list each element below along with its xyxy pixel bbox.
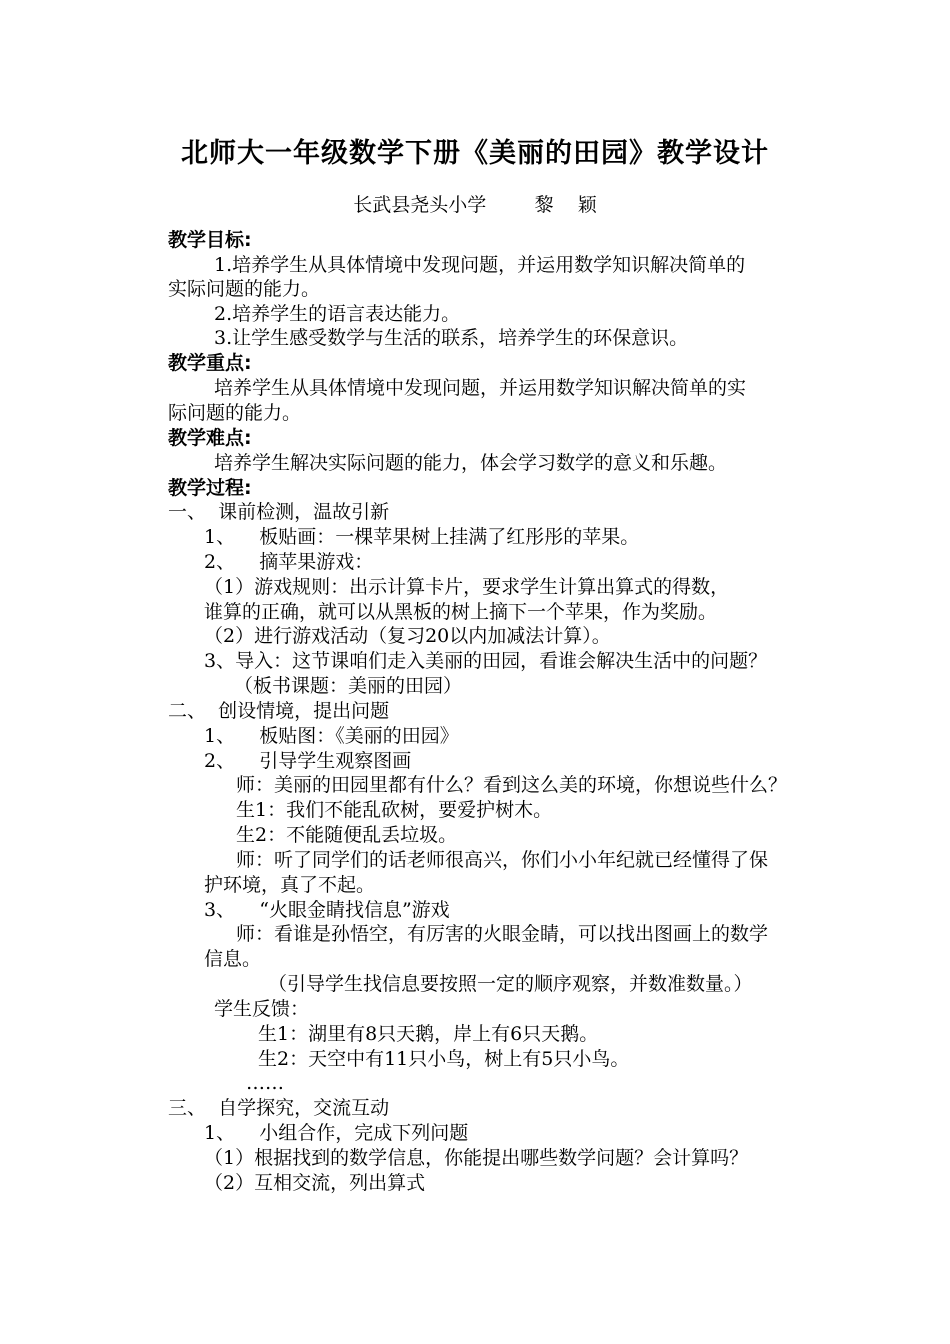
text-line: 一、 课前检测，温故引新	[168, 501, 390, 523]
text-line: （1）根据找到的数学信息，你能提出哪些数学问题？会计算吗？	[204, 1147, 749, 1169]
document-title: 北师大一年级数学下册《美丽的田园》教学设计	[181, 138, 769, 169]
text-line: 实际问题的能力。	[168, 278, 321, 300]
section-heading: 教学难点:	[168, 427, 252, 449]
text-line: 3.让学生感受数学与生活的联系，培养学生的环保意识。	[214, 327, 689, 349]
text-line: 生2：不能随便乱丢垃圾。	[236, 824, 458, 846]
text-line: （1）游戏规则：出示计算卡片，要求学生计算出算式的得数，	[204, 576, 730, 598]
text-line: 师：看谁是孙悟空，有厉害的火眼金睛，可以找出图画上的数学	[236, 923, 769, 945]
text-line: 信息。	[204, 948, 262, 970]
text-line: （2）互相交流，列出算式	[204, 1172, 426, 1194]
text-line: 护环境，真了不起。	[204, 874, 376, 896]
text-line: 生1：我们不能乱砍树，要爱护树木。	[236, 799, 553, 821]
text-line: 际问题的能力。	[168, 402, 302, 424]
text-line: 师：听了同学们的话老师很高兴，你们小小年纪就已经懂得了保	[236, 849, 769, 871]
section-heading: 教学重点:	[168, 352, 252, 374]
text-line: 生1：湖里有8只天鹅，岸上有6只天鹅。	[258, 1023, 599, 1045]
text-line: 2、 摘苹果游戏：	[204, 551, 374, 573]
text-line: 培养学生解决实际问题的能力，体会学习数学的意义和乐趣。	[214, 452, 728, 474]
text-line: 培养学生从具体情境中发现问题，并运用数学知识解决简单的实	[214, 377, 747, 399]
text-line: 1、 小组合作，完成下列问题	[204, 1122, 469, 1144]
text-line: 2、 引导学生观察图画	[204, 750, 412, 772]
text-line: 1、 板贴画：一棵苹果树上挂满了红彤彤的苹果。	[204, 526, 640, 548]
text-line: 二、 创设情境，提出问题	[168, 700, 390, 722]
text-line: 谁算的正确，就可以从黑板的树上摘下一个苹果，作为奖励。	[204, 601, 718, 623]
text-line: 3、 “火眼金睛找信息”游戏	[204, 899, 450, 921]
text-line: 1.培养学生从具体情境中发现问题，并运用数学知识解决简单的	[214, 254, 746, 276]
text-line: 师：美丽的田园里都有什么？看到这么美的环境，你想说些什么？	[236, 774, 788, 796]
text-line: （2）进行游戏活动（复习20以内加减法计算）。	[204, 625, 611, 647]
text-line: （引导学生找信息要按照一定的顺序观察，并数准数量。）	[268, 973, 753, 995]
section-heading: 教学过程:	[168, 477, 252, 499]
text-line: 1、 板贴图：《美丽的田园》	[204, 725, 459, 747]
text-line: 2.培养学生的语言表达能力。	[214, 303, 461, 325]
text-line: 学生反馈：	[214, 998, 310, 1020]
text-line: 三、 自学探究，交流互动	[168, 1097, 390, 1119]
text-line: ……	[246, 1072, 284, 1094]
author-line: 长武县尧头小学 黎 颖	[353, 194, 597, 216]
section-heading: 教学目标:	[168, 229, 252, 251]
text-line: 生2：天空中有11只小鸟，树上有5只小鸟。	[258, 1048, 630, 1070]
text-line: （板书课题：美丽的田园）	[234, 675, 463, 697]
text-line: 3、导入：这节课咱们走入美丽的田园，看谁会解决生活中的问题？	[204, 650, 768, 672]
